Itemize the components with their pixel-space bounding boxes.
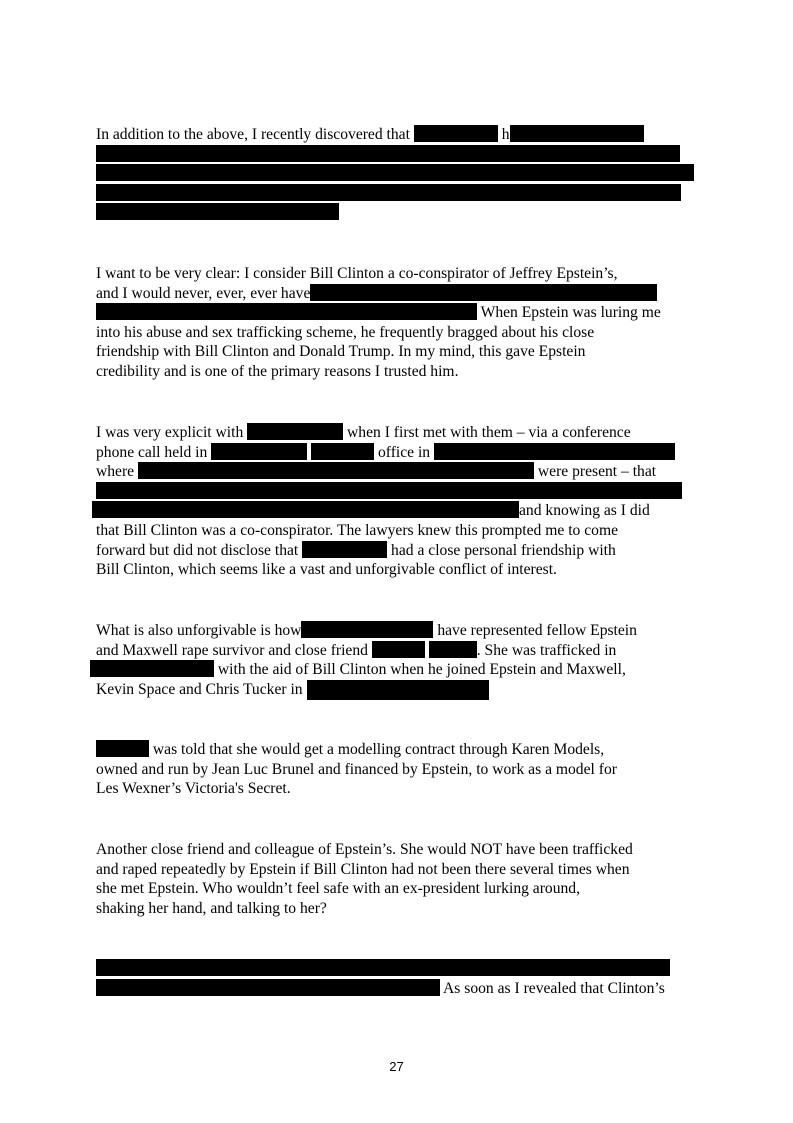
redaction-block	[96, 959, 670, 976]
text: and raped repeatedly by Epstein if Bill Clinton had not been there several times when	[96, 860, 630, 878]
text: I want to be very clear: I consider Bill Clinton a co-conspirator of Jeffrey Epstein’s,	[96, 265, 618, 282]
text: owned and run by Jean Luc Brunel and financed by Epstein, to work as a model for	[96, 760, 617, 778]
text: have represented fellow Epstein	[433, 622, 637, 639]
paragraph-4	[96, 621, 706, 699]
text: was told that she would get a modelling contract through Karen Models,	[149, 741, 605, 758]
redaction-block	[247, 423, 343, 440]
redaction-block	[96, 164, 694, 181]
text: What is also unforgivable is how	[96, 622, 302, 639]
redaction-block	[96, 203, 339, 220]
redaction-block	[510, 125, 644, 142]
text: forward but did not disclose that	[96, 541, 303, 559]
redaction-block	[96, 303, 477, 320]
redaction-block	[414, 125, 498, 142]
text: . She was trafficked in	[476, 641, 617, 659]
text: into his abuse and sex trafficking scheme, he frequently bragged about his close	[96, 323, 595, 341]
redaction-block	[96, 740, 149, 757]
text: As soon as I revealed that Clinton’s	[440, 979, 665, 997]
redaction-block	[310, 284, 657, 301]
paragraph-3	[96, 423, 706, 580]
text: Bill Clinton, which seems like a vast and unforgivable conflict of interest.	[96, 561, 557, 579]
text: and I would never, ever, ever have	[96, 284, 311, 302]
redaction-block	[96, 184, 681, 201]
text: she met Epstein. Who wouldn’t feel safe with an ex-president lurking around,	[96, 880, 581, 898]
redaction-block	[311, 443, 374, 460]
redaction-block	[90, 660, 214, 677]
paragraph-1	[96, 125, 706, 223]
redaction-block	[138, 462, 534, 479]
text: and knowing as I did	[519, 502, 650, 520]
text: where	[96, 463, 138, 481]
text: had a close personal friendship with	[387, 541, 616, 559]
text: that Bill Clinton was a co-conspirator. The lawyers knew this prompted me to come	[96, 521, 618, 539]
text: friendship with Bill Clinton and Donald Trump. In my mind, this gave Epstein	[96, 343, 586, 361]
text: office in	[374, 443, 434, 461]
text: Les Wexner’s Victoria's Secret.	[96, 780, 291, 798]
redaction-block	[96, 145, 680, 162]
redaction-block	[434, 443, 675, 460]
redaction-block	[96, 979, 440, 996]
redaction-block	[302, 541, 387, 558]
text: and Maxwell rape survivor and close friend	[96, 641, 372, 659]
redaction-block	[92, 501, 519, 518]
text: shaking her hand, and talking to her?	[96, 899, 327, 917]
redaction-block	[372, 641, 425, 658]
text: Another close friend and colleague of Epstein’s. She would NOT have been trafficked	[96, 841, 633, 858]
redaction-block	[96, 482, 682, 499]
text: phone call held in	[96, 443, 212, 461]
text: when I first met with them – via a conference	[343, 424, 631, 441]
paragraph-7	[96, 959, 706, 998]
page-number: 27	[389, 1059, 404, 1074]
paragraph-5	[96, 740, 706, 799]
text: with the aid of Bill Clinton when he joined Epstein and Maxwell,	[214, 661, 626, 679]
text: h	[497, 126, 510, 143]
redaction-block	[429, 641, 477, 658]
text: When Epstein was luring me	[477, 304, 661, 322]
text: I was very explicit with	[96, 424, 248, 441]
text: were present – that	[534, 463, 657, 481]
paragraph-2	[96, 264, 706, 382]
paragraph-6	[96, 840, 706, 918]
text: In addition to the above, I recently discovered that	[96, 126, 414, 143]
text: credibility and is one of the primary reasons I trusted him.	[96, 362, 459, 380]
text: Kevin Space and Chris Tucker in	[96, 680, 307, 698]
redaction-block	[301, 621, 433, 638]
redaction-block	[211, 443, 307, 460]
redaction-block	[307, 680, 489, 700]
